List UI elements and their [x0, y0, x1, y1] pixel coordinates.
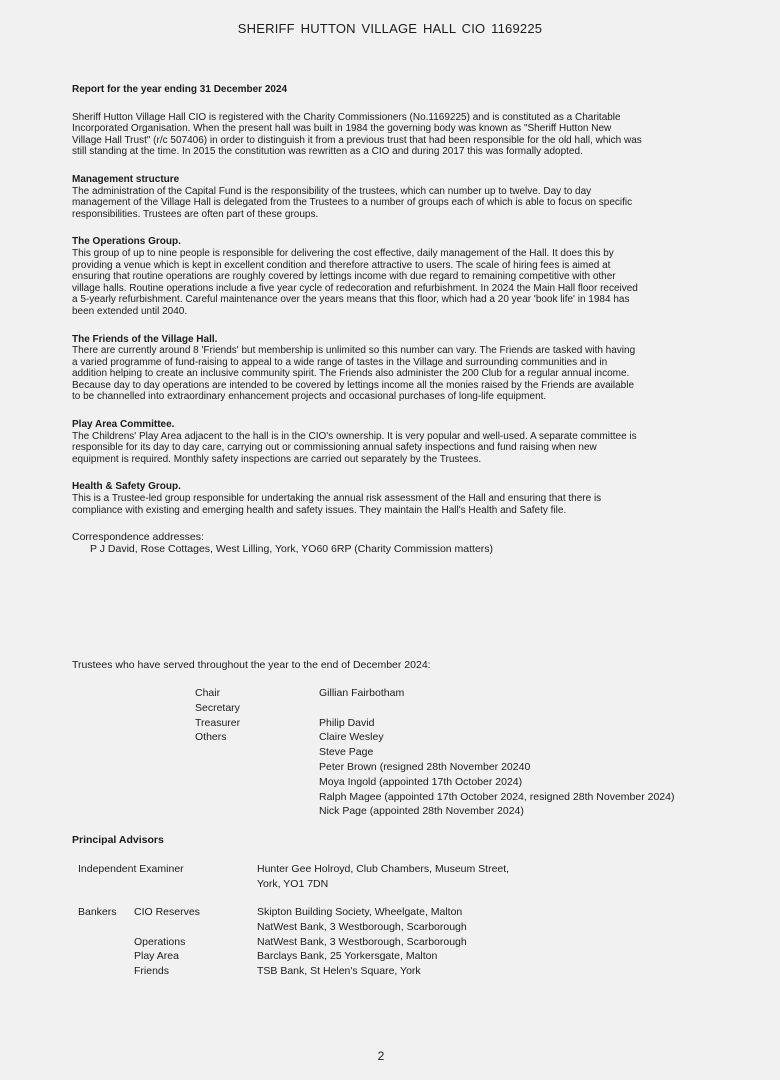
trustee-role: Treasurer — [195, 716, 241, 729]
section-play-area-committee — [72, 419, 642, 465]
section-body: This group of up to nine people is responsible for delivering the cost effective, daily management of the Hall. It does this by providing a venue which is kept in excellent condition and therefore attractive to users. The scale of hiring fees is aimed at ensuring that routine operations are roughly covered by lettings income with due regard to remaining competitive with other village halls. Routine operations include a five year cycle of redecoration and refurbishment. In 2024 the Main Hall floor received a 5-yearly refurbishment. Careful maintenance over the years means that this floor, which had a 20 year 'book life' in 1984 has been extended until 2040. — [72, 247, 638, 317]
section-heading: Play Area Committee. — [72, 419, 175, 431]
bankers-label: Bankers — [78, 906, 117, 918]
banker-purpose: Operations — [134, 935, 186, 948]
independent-examiner-label: Independent Examiner — [78, 863, 184, 875]
section-heading: Health & Safety Group. — [72, 481, 181, 493]
correspondence-label: Correspondence addresses: — [72, 531, 204, 544]
trustee-role — [195, 775, 319, 790]
trustee-role: Chair — [195, 687, 221, 699]
trustee-row — [195, 686, 674, 701]
examiner-address-line: York, YO1 7DN — [257, 878, 329, 890]
banker-purpose: CIO Reserves — [134, 906, 200, 918]
trustee-row — [195, 790, 674, 805]
document-header-title: SHERIFF HUTTON VILLAGE HALL CIO 1169225 — [237, 21, 543, 36]
banker-name: NatWest Bank, 3 Westborough, Scarborough — [257, 935, 467, 948]
trustee-role: Others — [195, 731, 227, 744]
trustees-list — [195, 686, 674, 819]
section-body: This is a Trustee-led group responsible for undertaking the annual risk assessment of the Hall and ensuring that there is compliance with existing and emerging health and safety issues. They maintain the Hall's Health and Safety file. — [72, 493, 602, 516]
trustee-row — [195, 775, 674, 790]
trustee-role — [195, 804, 319, 819]
trustee-role — [195, 760, 319, 775]
banker-name: TSB Bank, St Helen's Square, York — [257, 965, 421, 978]
correspondence-block — [72, 532, 642, 555]
report-title: Report for the year ending 31 December 2024 — [72, 84, 288, 95]
trustee-role — [195, 745, 319, 760]
trustee-role — [195, 790, 319, 805]
trustee-row — [195, 716, 674, 731]
trustee-row — [195, 745, 674, 760]
trustee-row — [195, 760, 674, 775]
trustee-name: Steve Page — [319, 746, 374, 759]
banker-name: Skipton Building Society, Wheelgate, Malton — [257, 906, 463, 918]
trustee-row — [195, 701, 674, 716]
trustee-role: Secretary — [195, 701, 240, 714]
trustee-name: Claire Wesley — [319, 731, 384, 744]
trustee-row — [195, 804, 674, 819]
trustee-name: Gillian Fairbotham — [319, 687, 405, 699]
principal-advisors-heading: Principal Advisors — [72, 834, 164, 846]
banker-purpose: Friends — [134, 965, 170, 978]
section-body: There are currently around 8 'Friends' but membership is unlimited so this number can vary. The Friends are tasked with having a varied programme of fund-raising to appeal to a wide range of tastes in the Village and surrounding communities and in addition helping to create an inclusive community spirit. The Friends also administer the 200 Club for a regular annual income. Because day to day operations are intended to be covered by lettings income all the monies raised by the Friends are available to be channelled into extraordinary enhancement projects and occasional purchases of long-life equipment. — [72, 345, 636, 403]
report-body — [72, 84, 642, 571]
trustee-name: Philip David — [319, 716, 375, 729]
trustee-name: Moya Ingold (appointed 17th October 2024) — [319, 775, 523, 788]
page-number: 2 — [377, 1049, 385, 1063]
banker-name: Barclays Bank, 25 Yorkersgate, Malton — [257, 950, 438, 963]
section-operations-group — [72, 236, 642, 317]
banker-purpose: Play Area — [134, 950, 179, 963]
section-heading: The Operations Group. — [72, 236, 181, 248]
banker-name: NatWest Bank, 3 Westborough, Scarborough — [257, 920, 467, 933]
correspondence-address: P J David, Rose Cottages, West Lilling, York, YO60 6RP (Charity Commission matters) — [90, 542, 494, 555]
section-health-and-safety-group — [72, 481, 642, 516]
section-management-structure — [72, 174, 642, 220]
trustee-name: Peter Brown (resigned 28th November 20240 — [319, 760, 531, 773]
section-heading: Management structure — [72, 173, 180, 185]
trustees-intro: Trustees who have served throughout the year to the end of December 2024: — [72, 659, 431, 671]
section-body: The administration of the Capital Fund is the responsibility of the trustees, which can number up to twelve. Day to day management of the Village Hall is delegated from the Trustees to a number of groups each of which is able to focus on specific responsibilities. Trustees are often part of these groups. — [72, 185, 633, 220]
section-friends-of-village-hall — [72, 334, 642, 404]
section-heading: The Friends of the Village Hall. — [72, 333, 218, 345]
trustee-row — [195, 730, 674, 745]
intro-paragraph: Sheriff Hutton Village Hall CIO is registered with the Charity Commissioners (No.1169225) and is constituted as a Charitable Incorporated Organisation. When the present hall was built in 1984 the governing body was known as "Sheriff Hutton New Village Hall Trust" (r/c 507406) in order to distinguish it from a previous trust that had been responsible for the old hall, which was still standing at the time. In 2015 the constitution was rewritten as a CIO and during 2017 this was formally adopted. — [72, 111, 642, 158]
examiner-address-line: Hunter Gee Holroyd, Club Chambers, Museum Street, — [257, 863, 510, 875]
section-body: The Childrens' Play Area adjacent to the hall is in the CIO's ownership. It is very popular and well-used. A separate committee is responsible for its day to day care, carrying out or commissioning annual safety inspections and fund raising when new equipment is required. Monthly safety inspections are carried out separately by the Trustees. — [72, 430, 637, 465]
trustee-name: Ralph Magee (appointed 17th October 2024, resigned 28th November 2024) — [319, 790, 675, 803]
trustee-name: Nick Page (appointed 28th November 2024) — [319, 805, 524, 818]
